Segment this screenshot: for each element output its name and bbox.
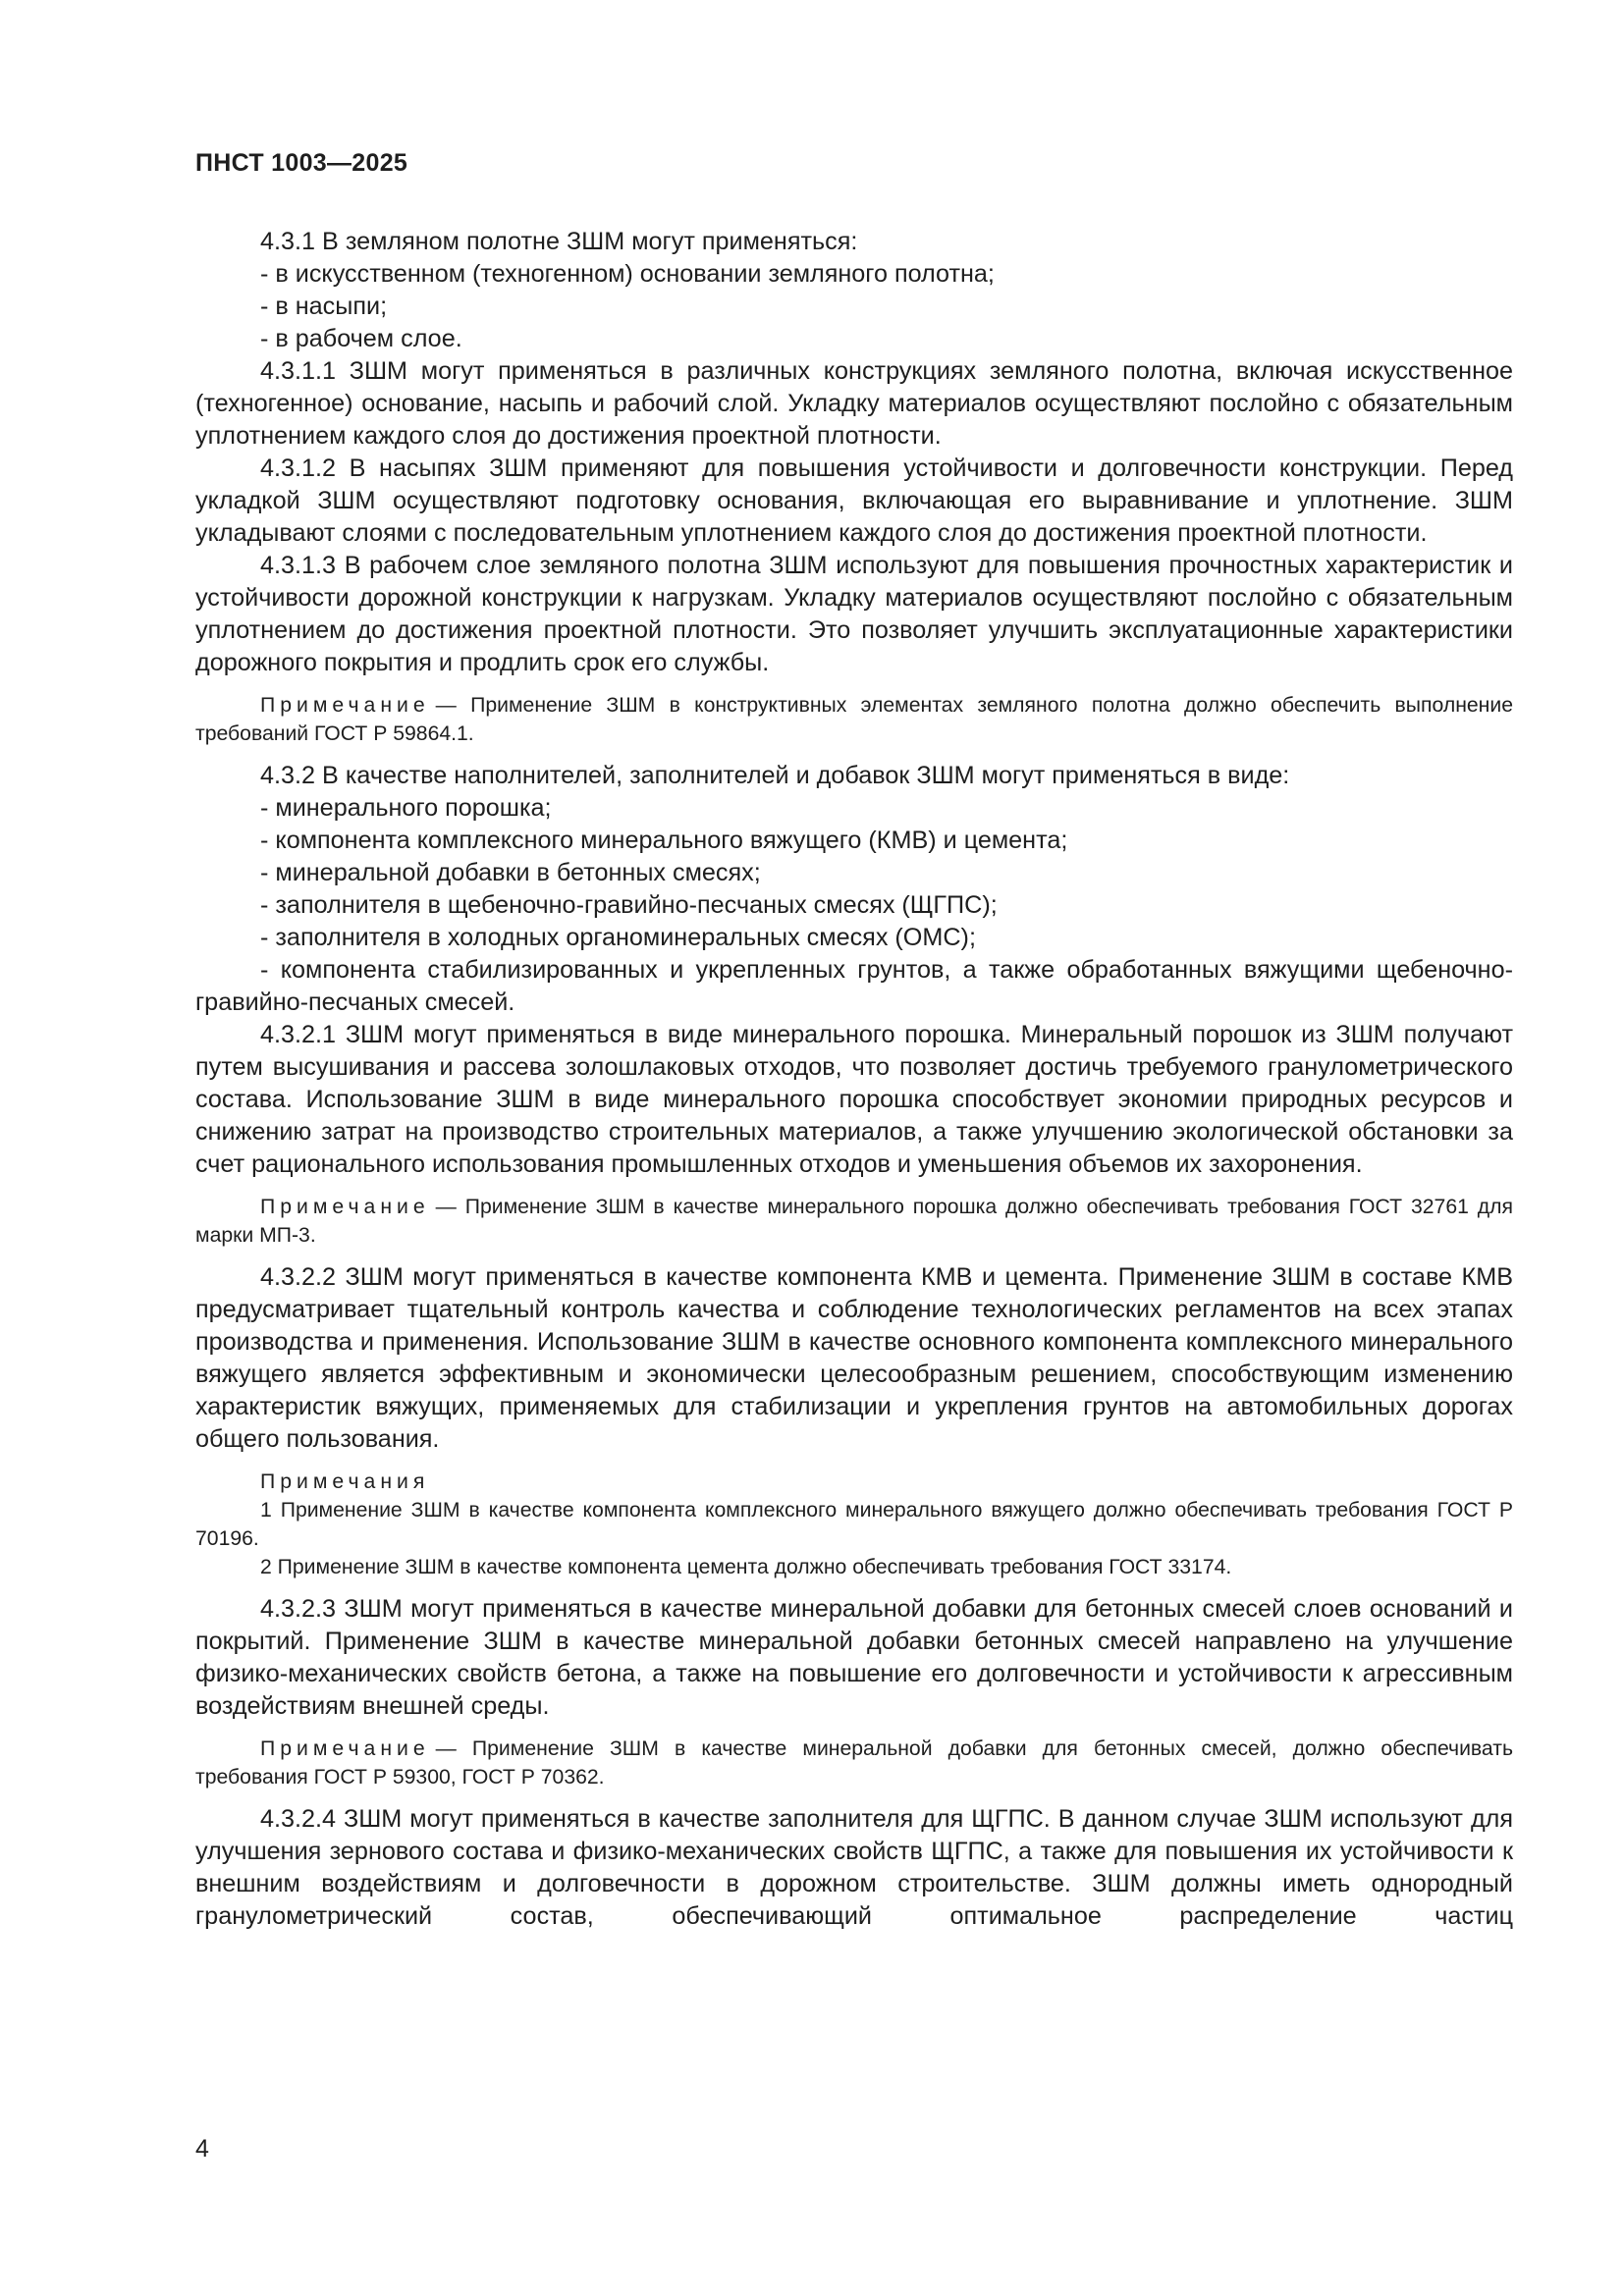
list-item: - в рабочем слое. <box>260 325 462 352</box>
note-label: Примечание <box>260 694 430 717</box>
note-text: — Применение ЗШМ в качестве минерального порошка должно обеспечивать требования ГОСТ 32761 для марки МП-3. <box>195 1196 1513 1247</box>
page-content <box>195 226 1513 1933</box>
list-item: - в искусственном (техногенном) основании земляного полотна; <box>260 260 995 288</box>
clause-4-3-1-3: 4.3.1.3 В рабочем слое земляного полотна ЗШМ используют для повышения прочностных характеристик и устойчивости дорожной конструкции к нагрузкам. Укладку материалов осуществляют послойно с обязательным уплотнением до достижения проектной плотности. Это позволяет улучшить эксплуатационные характеристики дорожного покрытия и продлить срок его службы. <box>195 552 1513 676</box>
list-item: - минерального порошка; <box>260 794 552 822</box>
note-4-3-2-1 <box>195 1193 1513 1250</box>
list-item-long: - компонента стабилизированных и укрепленных грунтов, а также обработанных вяжущими щебеночно-гравийно-песчаных смесей. <box>195 956 1513 1016</box>
clause-4-3-1: 4.3.1 В земляном полотне ЗШМ могут применяться: <box>260 228 858 255</box>
list-item: - заполнителя в холодных органоминеральных смесях (ОМС); <box>260 924 976 951</box>
clause-4-3-2-4: 4.3.2.4 ЗШМ могут применяться в качестве заполнителя для ЩГПС. В данном случае ЗШМ используют для улучшения зернового состава и физико-механических свойств ЩГПС, а также для повышения их устойчивости к внешним воздействиям и долговечности в дорожном строительстве. ЗШМ должны иметь однородный гранулометрический состав, обеспечивающий оптимальное распределение частиц <box>195 1805 1513 1930</box>
page-number: 4 <box>195 2135 209 2163</box>
note-4-3-2-3 <box>195 1735 1513 1791</box>
list-item: - в насыпи; <box>260 293 388 320</box>
document-code-header: ПНСТ 1003—2025 <box>195 149 408 177</box>
clause-4-3-2-1: 4.3.2.1 ЗШМ могут применяться в виде минерального порошка. Минеральный порошок из ЗШМ получают путем высушивания и рассева золошлаковых отходов, что позволяет достичь требуемого гранулометрического состава. Использование ЗШМ в виде минерального порошка способствует экономии природных ресурсов и снижению затрат на производство строительных материалов, а также улучшению экологической обстановки за счет рационального использования промышленных отходов и уменьшения объемов их захоронения. <box>195 1021 1513 1178</box>
note-text: — Применение ЗШМ в конструктивных элементах земляного полотна должно обеспечить выполнение требований ГОСТ Р 59864.1. <box>195 694 1513 745</box>
note-4-3-1 <box>195 691 1513 748</box>
clause-4-3-1-2: 4.3.1.2 В насыпях ЗШМ применяют для повышения устойчивости и долговечности конструкции. Перед укладкой ЗШМ осуществляют подготовку основания, включающая его выравнивание и уплотнение. ЗШМ укладывают слоями с последовательным уплотнением каждого слоя до достижения проектной плотности. <box>195 454 1513 547</box>
notes-label: Примечания <box>260 1470 430 1493</box>
clause-4-3-1-1: 4.3.1.1 ЗШМ могут применяться в различных конструкциях земляного полотна, включая искусственное (техногенное) основание, насыпь и рабочий слой. Укладку материалов осуществляют послойно с обязательным уплотнением каждого слоя до достижения проектной плотности. <box>195 357 1513 450</box>
note-item: 2 Применение ЗШМ в качестве компонента цемента должно обеспечивать требования ГОСТ 33174. <box>260 1556 1232 1578</box>
note-label: Примечание <box>260 1737 430 1760</box>
note-item: 1 Применение ЗШМ в качестве компонента комплексного минерального вяжущего должно обеспечивать требования ГОСТ Р 70196. <box>195 1499 1513 1550</box>
clause-4-3-2-3: 4.3.2.3 ЗШМ могут применяться в качестве минеральной добавки для бетонных смесей слоев оснований и покрытий. Применение ЗШМ в качестве минеральной добавки бетонных смесей направлено на улучшение физико-механических свойств бетона, а также на повышение его долговечности и устойчивости к агрессивным воздействиям внешней среды. <box>195 1595 1513 1720</box>
note-text: — Применение ЗШМ в качестве минеральной добавки для бетонных смесей, должно обеспечивать требования ГОСТ Р 59300, ГОСТ Р 70362. <box>195 1737 1513 1789</box>
list-item: - компонента комплексного минерального вяжущего (КМВ) и цемента; <box>260 827 1068 854</box>
clause-4-3-2: 4.3.2 В качестве наполнителей, заполнителей и добавок ЗШМ могут применяться в виде: <box>260 762 1290 789</box>
list-item: - заполнителя в щебеночно-гравийно-песчаных смесях (ЩГПС); <box>260 891 998 919</box>
clause-4-3-2-2: 4.3.2.2 ЗШМ могут применяться в качестве компонента КМВ и цемента. Применение ЗШМ в составе КМВ предусматривает тщательный контроль качества и соблюдение технологических регламентов на всех этапах производства и применения. Использование ЗШМ в качестве основного компонента комплексного минерального вяжущего является эффективным и экономически целесообразным решением, способствующим изменению характеристик вяжущих, применяемых для стабилизации и укрепления грунтов на автомобильных дорогах общего пользования. <box>195 1263 1513 1453</box>
note-label: Примечание <box>260 1196 430 1218</box>
list-item: - минеральной добавки в бетонных смесях; <box>260 859 761 886</box>
